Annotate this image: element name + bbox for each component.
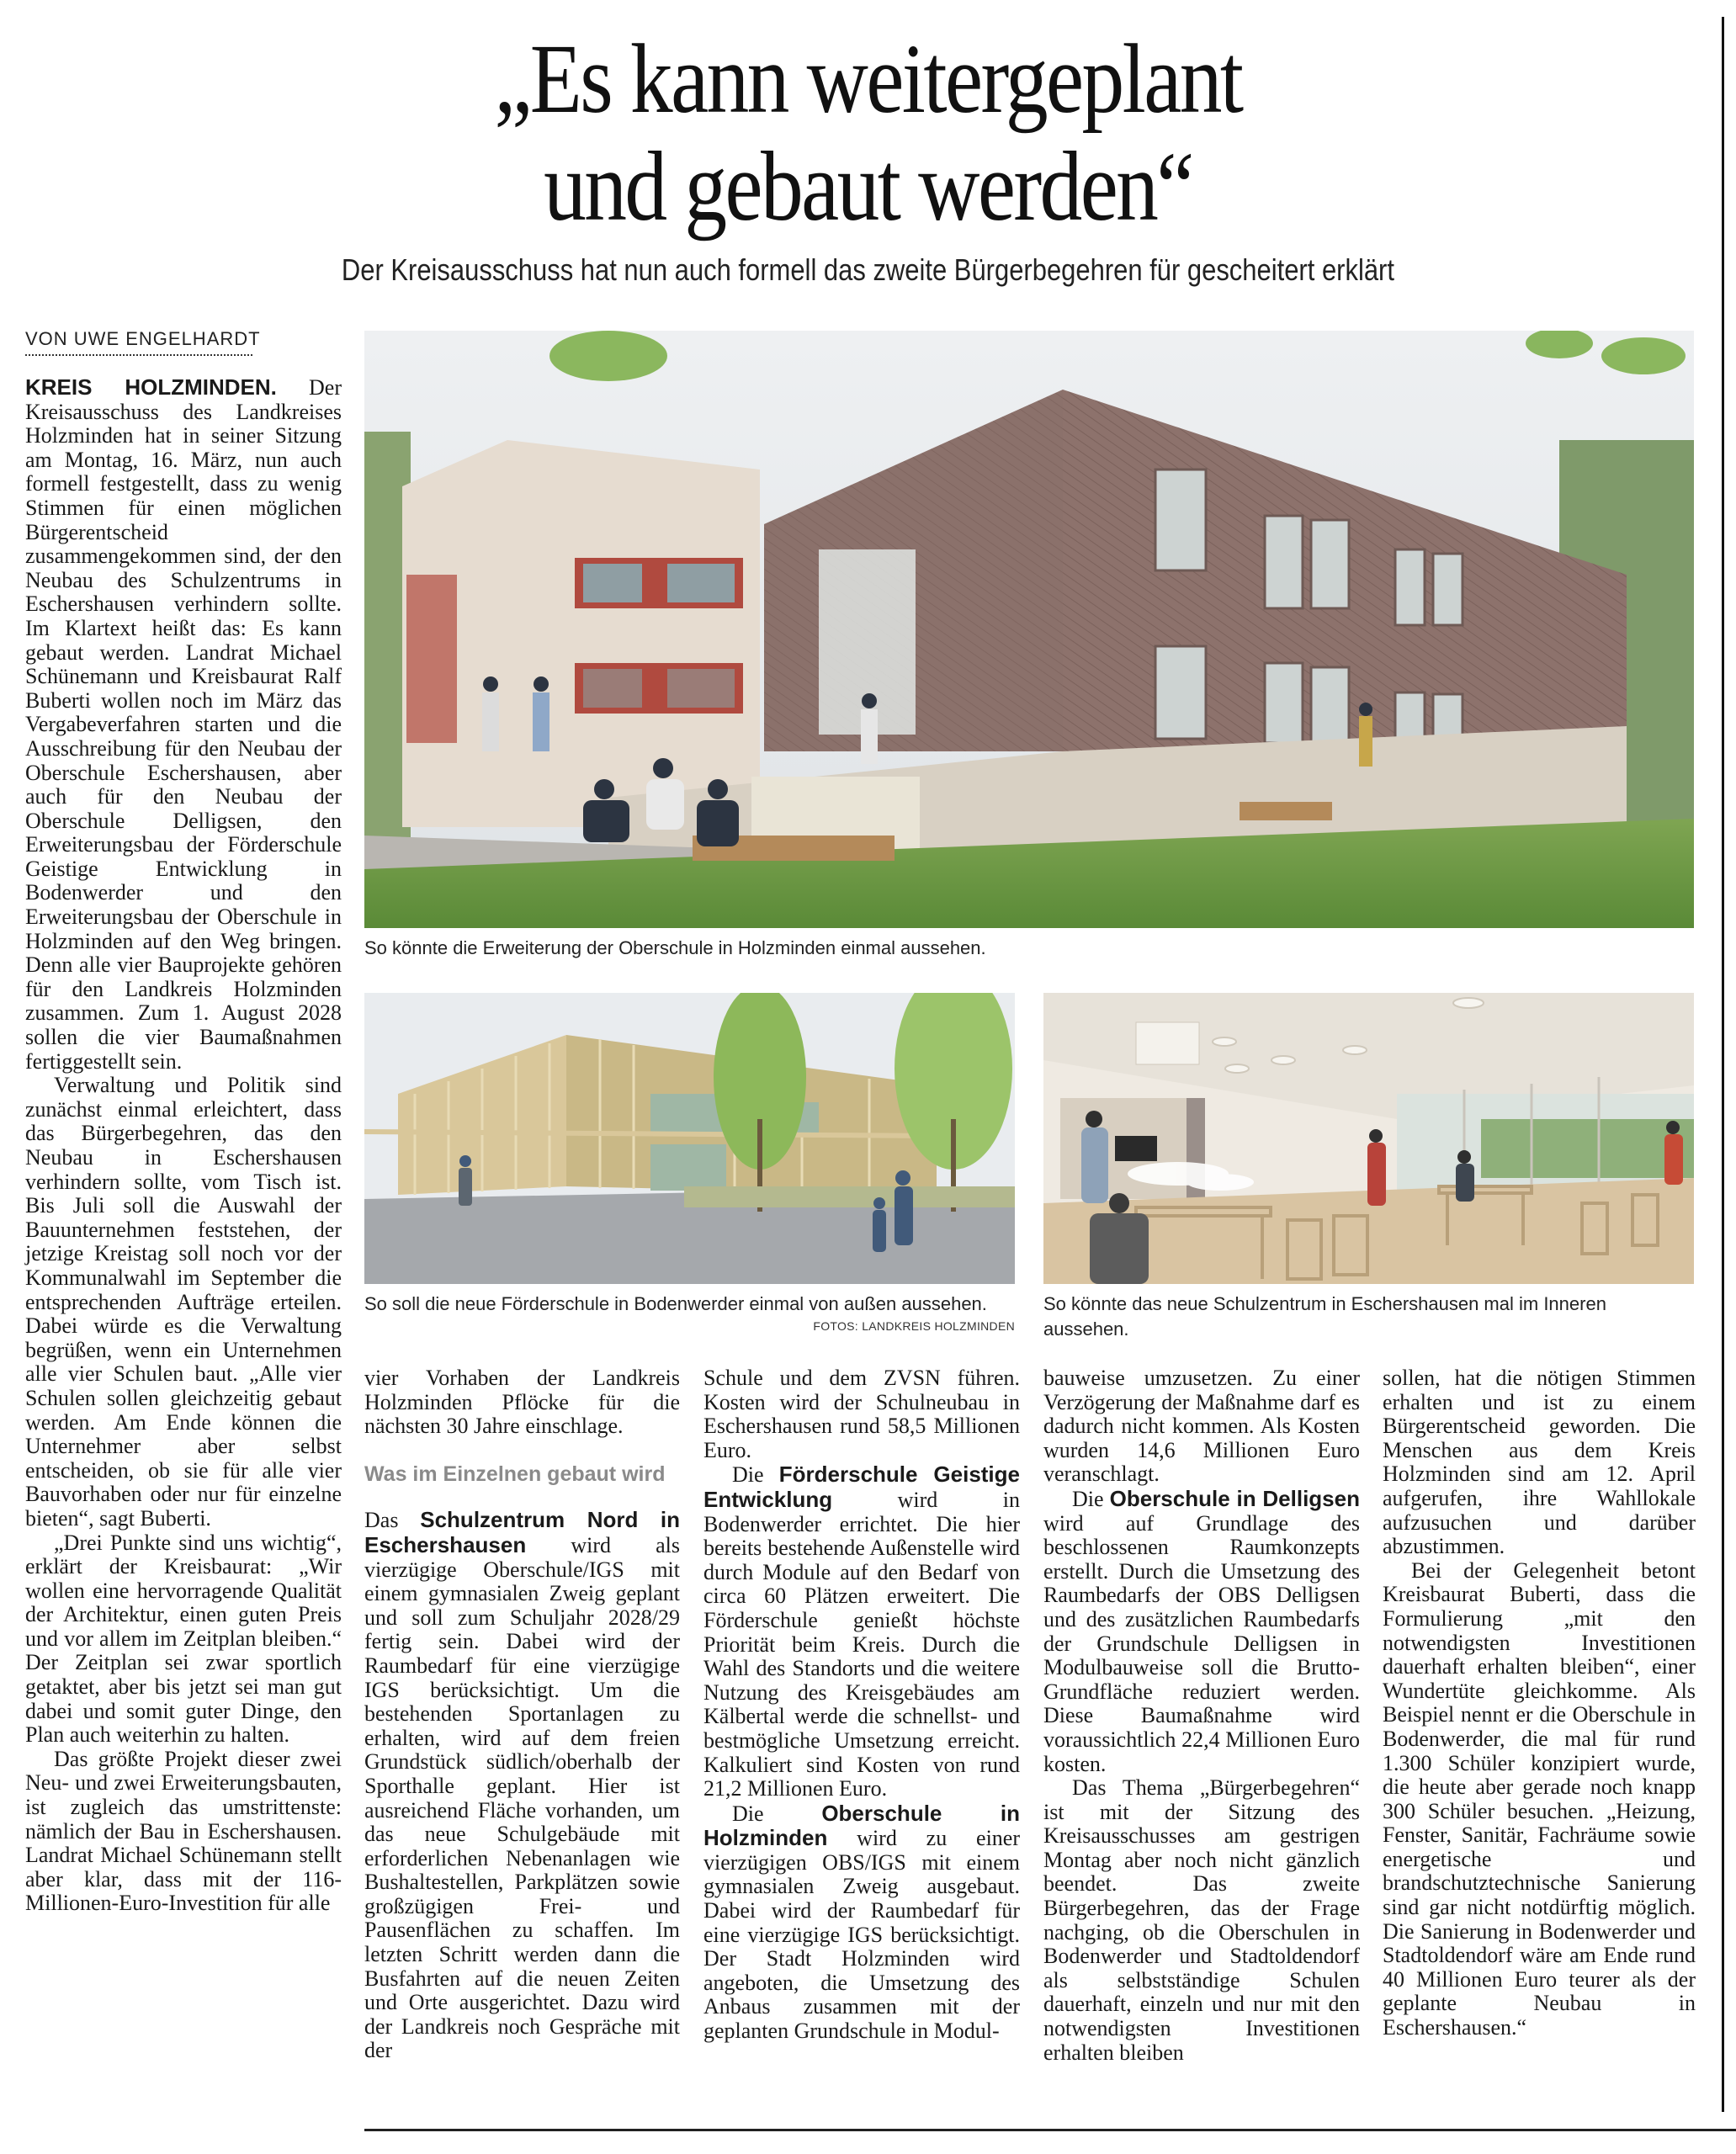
paragraph: Verwaltung und Politik sind zunächst einmal erleichtert, dass das Bürgerbegehren, das den Neubau in Eschershausen verhindern sollte, vom Tisch ist. Bis Juli soll die Auswahl der Bauunternehmen feststehen, der jetzige Kreistag soll noch vor der Kommunalwahl im September die entsprechenden Aufträge erteilen. Dabei würde es die Verwaltung begrüßen, wenn ein Unternehmen alle vier Schulen baut. „Alle vier Schulen sollen gleichzeitig gebaut werden. Am Ende können die Unternehmer aber selbst entscheiden, ob sie für alle vier Bauvorhaben oder nur für einzelne bieten“, sagt Buberti. <box>25 1073 342 1531</box>
paragraph: vier Vorhaben der Landkreis Holzminden Pflöcke für die nächsten 30 Jahre einschlage. <box>364 1366 680 1439</box>
caption-left-photo <box>364 1292 1015 1317</box>
photo-schulzentrum-eschershausen-innen <box>1043 993 1694 1284</box>
article-column-3 <box>703 1366 1020 2044</box>
article-column-5 <box>1383 1366 1696 2040</box>
photo-foerderschule-bodenwerder <box>364 993 1015 1284</box>
paragraph: Das Thema „Bürgerbegehren“ ist mit der Sitzung des Kreisausschusses am gestrigen Montag aber noch nicht gänzlich beendet. Das zweite Bürgerbegehren, das der Frage nachging, ob die Oberschulen in Bodenwerder und Stadtoldendorf als selbstständige Schulen dauerhaft, einzeln und nur mit den notwendigsten Investitionen erhalten bleiben <box>1043 1775 1360 2065</box>
vertical-column-rule <box>1722 17 1724 2112</box>
highlight-oberschule-holzminden: Oberschule in Holzminden <box>703 1800 1020 1851</box>
highlight-oberschule-delligsen: Oberschule in Delligsen <box>1109 1485 1360 1511</box>
byline-divider <box>25 354 252 356</box>
paragraph: Das Schulzentrum Nord in Eschershausen wird als vierzügige Oberschule/IGS mit einem gymnasialen Zweig geplant und soll zum Schuljahr 2028/29 fertig sein. Dabei wird der Raumbedarf für eine vierzügige IGS berücksichtigt. Um die bestehenden Sportanlagen zu erhalten, wird auf dem freien Grundstück südlich/oberhalb der Sporthalle geplant. Hier ist ausreichend Fläche vorhanden, um das neue Schulgebäude mit erforderlichen Nebenanlagen wie Bushaltestellen, Parkplätzen sowie großzügigen Frei- und Pausenflächen zu schaffen. Im letzten Schritt werden dann die Busfahrten auf die neuen Zeiten und Orte ausgerichtet. Dazu wird der Landkreis noch Gespräche mit der <box>364 1507 680 2063</box>
lead-paragraph: KREIS HOLZMINDEN. Der Kreisausschuss des Landkreises Holzminden hat in seiner Sitzung am Montag, 16. März, nun auch formell festgestellt, dass zu wenig Stimmen für einen möglichen Bürgerentscheid zusammengekommen sind, der den Neubau des Schulzentrums in Eschershausen verhindern sollte. Im Klartext heißt das: Es kann gebaut werden. Landrat Michael Schünemann und Kreisbaurat Ralf Buberti wollen noch im März das Vergabeverfahren starten und die Ausschreibung für den Neubau der Oberschule Eschershausen, aber auch für den Neubau der Oberschule Delligsen, den Erweiterungsbau der Förderschule Geistige Entwicklung in Bodenwerder und den Erweiterungsbau der Oberschule in Holzminden auf den Weg bringen. Denn alle vier Bauprojekte gehören für den Landkreis Holzminden zusammen. Zum 1. August 2028 sollen die vier Baumaßnahmen fertiggestellt sein. <box>25 374 342 1074</box>
subheadline: Der Kreisausschuss hat nun auch formell das zweite Bürgerbegehren für gescheitert erklärt <box>341 252 1394 287</box>
paragraph: Die Oberschule in Holzminden wird zu einer vierzügigen OBS/IGS mit einem gymnasialen Zweig ausgebaut. Dabei wird der Raumbedarf für eine vierzügige IGS berücksichtigt. Der Stadt Holzminden wird angeboten, die Umsetzung des Anbaus zusammen mit der geplanten Grundschule in Modul- <box>703 1800 1020 2044</box>
bottom-rule <box>364 2129 1736 2131</box>
dateline: KREIS HOLZMINDEN. <box>25 374 277 400</box>
paragraph: Bei der Gelegenheit betont Kreisbaurat Buberti, dass die Formulierung „mit den notwendigsten Investitionen dauerhaft erhalten bleiben“, einer Wundertüte gleichkomme. Als Beispiel nennt er die Oberschule in Bodenwerder, die mal für rund 1.300 Schüler konzipiert wurde, die heute aber gerade noch knapp 300 Schüler besuchen. „Heizung, Fenster, Sanitär, Fachräume sowie energetische und brandschutztechnische Sanierung sind gar nicht notdürftig möglich. Die Sanierung in Bodenwerder und Stadtoldendorf wäre am Ende rund 40 Millionen Euro teurer als der geplante Neubau in Eschershausen.“ <box>1383 1557 1696 2040</box>
paragraph: Die Oberschule in Delligsen wird auf Grundlage des beschlossenen Raumkonzepts erstellt. Durch die Umsetzung des Raumbedarfs der OBS Delligsen und des zusätzlichen Raumbedarfs der Grundschule Delligsen in Modulbauweise soll die Brutto-Grundfläche reduziert werden. Diese Baumaßnahme wird voraussichtlich 22,4 Millionen Euro kosten. <box>1043 1485 1360 1776</box>
paragraph: Das größte Projekt dieser zwei Neu- und zwei Erweiterungsbauten, ist zugleich das umstrittenste: nämlich der Bau in Eschershausen. Landrat Michael Schünemann stellt aber klar, dass mit der 116-Millionen-Euro-Investition für alle <box>25 1746 342 1916</box>
caption-main-photo: So könnte die Erweiterung der Oberschule in Holzminden einmal aussehen. <box>364 937 986 958</box>
paragraph: Die Förderschule Geistige Entwicklung wird in Bodenwerder errichtet. Die hier bereits bestehende Außenstelle wird durch Module auf den Bedarf von circa 60 Plätzen erweitert. Die Förderschule genießt höchste Priorität beim Kreis. Durch die Wahl des Standorts und die weitere Nutzung des Kreisgebäudes am Kälbertal werde die schnellst- und bestmögliche Umsetzung erreicht. Kalkuliert sind Kosten von rund 21,2 Millionen Euro. <box>703 1462 1020 1801</box>
paragraph: Schule und dem ZVSN führen. Kosten wird der Schulneubau in Eschershausen rund 58,5 Millionen Euro. <box>703 1366 1020 1462</box>
section-subheading: Was im Einzelnen gebaut wird <box>364 1462 666 1486</box>
paragraph: sollen, hat die nötigen Stimmen erhalten und ist zu einem Bürgerentscheid geworden. Die Menschen aus dem Kreis Holzminden sind am 12. April aufgerufen, ihre Wahllokale aufzusuchen und darüber abzustimmen. <box>1383 1366 1696 1559</box>
article-column-2 <box>364 1366 680 2063</box>
paragraph: bauweise umzusetzen. Zu einer Verzögerung der Maßnahme darf es dadurch nicht kommen. Als Kosten wurden 14,6 Millionen Euro veranschlagt. <box>1043 1366 1360 1487</box>
headline <box>121 25 1614 241</box>
caption-right-photo: So könnte das neue Schulzentrum in Eschershausen mal im Inneren aussehen. <box>1043 1293 1606 1340</box>
interior-rendering-image <box>1043 993 1694 1284</box>
caption-text: So soll die neue Förderschule in Bodenwerder einmal von außen aussehen. <box>364 1293 987 1314</box>
photo-credit: FOTOS: LANDKREIS HOLZMINDEN <box>813 1319 1015 1333</box>
highlight-foerderschule: Förderschule Geistige Entwicklung <box>703 1462 1020 1512</box>
building-rendering-image <box>364 331 1694 928</box>
headline-line-2: und gebaut werden“ <box>544 131 1192 241</box>
byline: VON UWE ENGELHARDT <box>25 328 261 349</box>
main-photo-oberschule-holzminden <box>364 331 1694 928</box>
building-rendering-image <box>364 993 1015 1284</box>
paragraph: „Drei Punkte sind uns wichtig“, erklärt der Kreisbaurat: „Wir wollen eine hervorragende Qualität der Architektur, einen guten Preis und vor allem im Zeitplan bleiben.“ Der Zeitplan sei zwar sportlich getaktet, aber bis jetzt sei man gut dabei und somit guter Dinge, den Plan auch weiterhin zu halten. <box>25 1530 342 1748</box>
article-column-4 <box>1043 1366 1360 2065</box>
highlight-schulzentrum-nord: Schulzentrum Nord in Eschershausen <box>364 1507 680 1557</box>
article-column-1 <box>25 375 342 1916</box>
headline-line-1: „Es kann weitergeplant <box>494 24 1242 134</box>
